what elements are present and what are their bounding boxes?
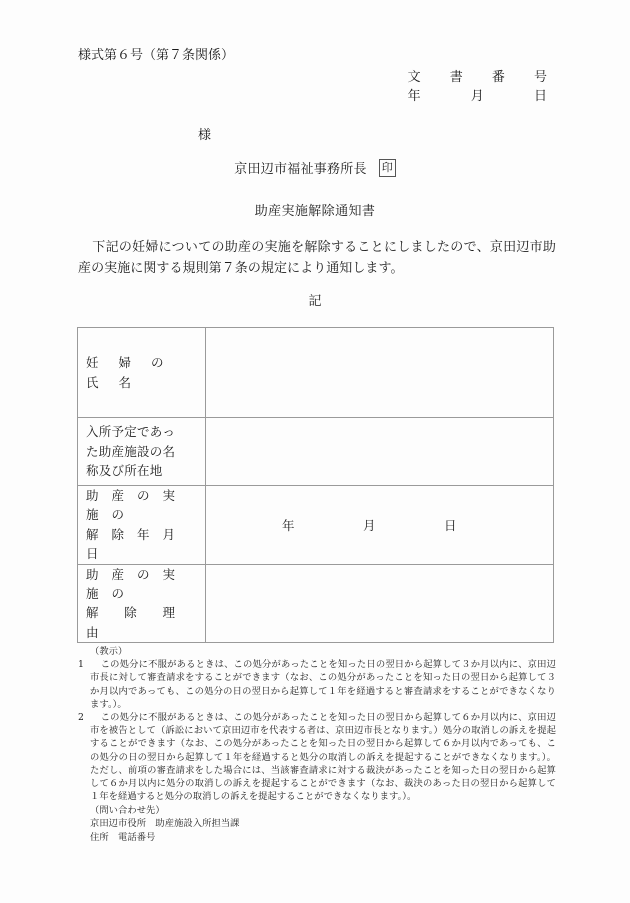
- body-paragraph: 下記の妊婦についての助産の実施を解除することにしましたので、京田辺市助産の実施に関する規則第７条の規定により通知します。: [78, 240, 556, 277]
- document-number-label: 文 書 番 号: [407, 70, 555, 85]
- addressee-suffix: 様: [198, 128, 212, 143]
- row-value-cancellation-date[interactable]: 年 月 日: [206, 486, 554, 565]
- instruction-item: [78, 711, 556, 803]
- row-value-cancellation-reason[interactable]: [206, 564, 554, 643]
- instructions-section: [78, 645, 556, 844]
- seal-stamp-box: 印: [379, 159, 396, 177]
- row-value-pregnant-woman-name[interactable]: [206, 328, 554, 418]
- instruction-number: 1: [78, 659, 84, 671]
- row-label-cancellation-date: 助 産 の 実 施 の 解 除 年 月 日: [78, 486, 206, 565]
- contact-office: 京田辺市役所 助産施設入所担当課: [90, 818, 240, 830]
- instruction-item: [78, 658, 556, 711]
- information-table: [77, 327, 554, 643]
- instructions-heading: （教示）: [90, 646, 128, 657]
- contact-heading: （問い合わせ先）: [90, 805, 165, 817]
- row-label-pregnant-woman-name: 妊 婦 の 氏 名: [78, 328, 206, 418]
- form-number: 様式第６号（第７条関係）: [78, 48, 235, 63]
- row-value-facility-name-address[interactable]: [206, 418, 554, 486]
- ki-marker: 記: [308, 294, 322, 309]
- instruction-text: この処分に不服があるときは、この処分があったことを知った日の翌日から起算して６か月以内に、京田辺市を被告として（訴訟において京田辺市を代表する者は、京田辺市長となります。）処分の取消しの訴えを提起することができます（なお、この処分があったことを知った日の翌日から起算して６か月以内であっても、この処分の日の翌日から起算して１年を経過すると処分の取消しの訴えを提起することができなくなります。）。ただし、前項の審査請求をした場合には、当該審査請求に対する裁決があったことを知った日の翌日から起算して６か月以内に処分の取消しの訴えを提起することができます（なお、裁決のあった日の翌日から起算して１年を経過すると処分の取消しの訴えを提起することができなくなります。）。: [90, 711, 556, 803]
- table-row: [78, 418, 554, 486]
- row-label-facility-name-address: 入所予定であっ た助産施設の名 称及び所在地: [78, 418, 206, 486]
- table-row: [78, 486, 554, 565]
- issuer-name: 京田辺市福祉事務所長: [234, 162, 367, 177]
- contact-address: 住所 電話番号: [90, 831, 156, 843]
- table-row: [78, 564, 554, 643]
- contact-block: [78, 804, 556, 844]
- row-label-cancellation-reason: 助 産 の 実 施 の 解 除 理 由: [78, 564, 206, 643]
- table-row: [78, 328, 554, 418]
- document-date-label: 年 月 日: [407, 89, 555, 104]
- page-title: 助産実施解除通知書: [254, 204, 376, 219]
- instruction-number: 2: [78, 711, 84, 723]
- instruction-text: この処分に不服があるときは、この処分があったことを知った日の翌日から起算して３か月以内に、京田辺市長に対して審査請求をすることができます（なお、この処分があったことを知った日の翌日から起算して３か月以内であっても、この処分の日の翌日から起算して１年を経過すると審査請求をすることができなくなります。）。: [90, 659, 556, 710]
- issuer-row: [0, 158, 630, 177]
